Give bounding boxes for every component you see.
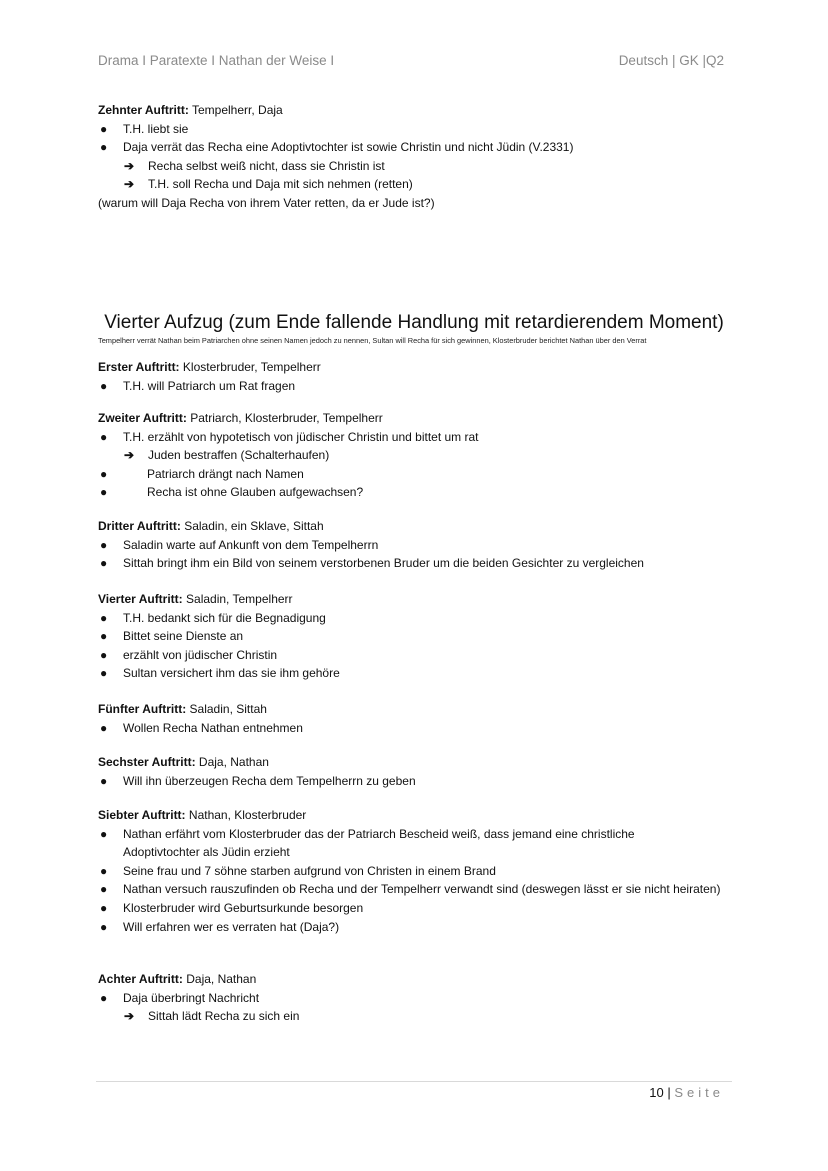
page-header	[98, 53, 724, 71]
list-item: ● Recha ist ohne Glauben aufgewachsen?	[98, 483, 738, 502]
arrow-right-icon: ➔	[124, 177, 135, 192]
bullet-icon: ●	[100, 429, 108, 444]
scene-3-section	[98, 517, 738, 573]
arrow-item: ➔ T.H. soll Recha und Daja mit sich nehmen (retten)	[98, 175, 738, 194]
scene-heading: Zweiter Auftritt: Patriarch, Klosterbruder, Tempelherr	[98, 411, 383, 425]
bullet-icon: ●	[100, 466, 108, 481]
list-item: ● Daja überbringt Nachricht	[98, 989, 738, 1008]
scene-heading: Sechster Auftritt: Daja, Nathan	[98, 755, 269, 769]
bullet-icon: ●	[100, 990, 108, 1005]
scene-1-section	[98, 358, 738, 395]
list-item: ● Wollen Recha Nathan entnehmen	[98, 719, 738, 738]
footer-page-word: Seite	[674, 1085, 724, 1100]
scene-note: (warum will Daja Recha von ihrem Vater retten, da er Jude ist?)	[98, 195, 435, 210]
list-item: ● Seine frau und 7 söhne starben aufgrund von Christen in einem Brand	[98, 862, 738, 881]
arrow-right-icon: ➔	[124, 1009, 135, 1024]
list-item: ● T.H. will Patriarch um Rat fragen	[98, 377, 738, 396]
bullet-icon: ●	[100, 900, 108, 915]
scene-heading: Vierter Auftritt: Saladin, Tempelherr	[98, 592, 293, 606]
page-number: 10	[649, 1085, 664, 1100]
arrow-right-icon: ➔	[124, 158, 135, 173]
bullet-icon: ●	[100, 556, 108, 571]
arrow-right-icon: ➔	[124, 448, 135, 463]
page-footer	[649, 1085, 724, 1100]
bullet-icon: ●	[100, 919, 108, 934]
list-item: ● erzählt von jüdischer Christin	[98, 646, 738, 665]
list-item: ● Bittet seine Dienste an	[98, 627, 738, 646]
list-item: ● T.H. liebt sie	[98, 120, 738, 139]
scene-heading: Erster Auftritt: Klosterbruder, Tempelherr	[98, 360, 321, 374]
scene-heading: Dritter Auftritt: Saladin, ein Sklave, Sittah	[98, 519, 324, 533]
bullet-icon: ●	[100, 610, 108, 625]
bullet-icon: ●	[100, 773, 108, 788]
list-item: ● Saladin warte auf Ankunft von dem Tempelherrn	[98, 536, 738, 555]
bullet-icon: ●	[100, 629, 108, 644]
scene-4-section	[98, 590, 738, 683]
bullet-icon: ●	[100, 666, 108, 681]
list-item: ● Sittah bringt ihm ein Bild von seinem verstorbenen Bruder um die beiden Gesichter zu vergleichen	[98, 554, 738, 573]
list-item: ● Daja verrät das Recha eine Adoptivtochter ist sowie Christin und nicht Jüdin (V.2331)	[98, 138, 738, 157]
scene-8-section	[98, 970, 738, 1026]
list-item: ● Nathan erfährt vom Klosterbruder das der Patriarch Bescheid weiß, dass jemand eine christliche Adoptivtochter als Jüdin erzieht	[100, 826, 635, 860]
scene-7-section	[98, 806, 738, 936]
bullet-icon: ●	[100, 882, 108, 897]
bullet-icon: ●	[100, 140, 108, 155]
bullet-icon: ●	[100, 537, 108, 552]
header-course-label: Deutsch | GK |Q2	[618, 53, 724, 68]
footer-separator: |	[667, 1085, 671, 1100]
bullet-icon: ●	[100, 485, 108, 500]
list-item: ● Nathan versuch rauszufinden ob Recha und der Tempelherr verwandt sind (deswegen lässt er sie nicht heiraten)	[98, 880, 733, 899]
arrow-item: ➔ Sittah lädt Recha zu sich ein	[98, 1007, 738, 1026]
scene-10-section	[98, 101, 738, 213]
bullet-icon: ●	[100, 720, 108, 735]
bullet-icon: ●	[100, 826, 108, 841]
list-item: ● T.H. bedankt sich für die Begnadigung	[98, 609, 738, 628]
scene-6-section	[98, 753, 738, 790]
scene-heading: Fünfter Auftritt: Saladin, Sittah	[98, 702, 267, 716]
scene-2-section	[98, 409, 738, 502]
bullet-icon: ●	[100, 121, 108, 136]
act-summary: Tempelherr verrät Nathan beim Patriarchen ohne seinen Namen jedoch zu nennen, Sultan will Recha für sich gewinnen, Klosterbruder berichtet Nathan über den Verrat	[98, 336, 647, 345]
arrow-item: ➔ Recha selbst weiß nicht, dass sie Christin ist	[98, 157, 738, 176]
scene-5-section	[98, 700, 738, 737]
bullet-icon: ●	[100, 863, 108, 878]
scene-heading: Achter Auftritt: Daja, Nathan	[98, 972, 257, 986]
list-item: ● Will erfahren wer es verraten hat (Daja?)	[98, 918, 738, 937]
list-item: ● Sultan versichert ihm das sie ihm gehöre	[98, 664, 738, 683]
bullet-icon: ●	[100, 378, 108, 393]
act-title: Vierter Aufzug (zum Ende fallende Handlung mit retardierendem Moment)	[104, 312, 724, 333]
list-item: ● Patriarch drängt nach Namen	[98, 465, 738, 484]
scene-heading: Siebter Auftritt: Nathan, Klosterbruder	[98, 808, 307, 822]
list-item: ● Klosterbruder wird Geburtsurkunde besorgen	[98, 899, 738, 918]
list-item: ● T.H. erzählt von hypotetisch von jüdischer Christin und bittet um rat	[98, 428, 738, 447]
bullet-icon: ●	[100, 647, 108, 662]
scene-heading: Zehnter Auftritt: Tempelherr, Daja	[98, 103, 283, 117]
footer-divider	[96, 1081, 732, 1082]
list-item: ● Will ihn überzeugen Recha dem Tempelherrn zu geben	[98, 772, 738, 791]
header-document-title: Drama I Paratexte I Nathan der Weise I	[98, 53, 335, 68]
arrow-item: ➔ Juden bestraffen (Schalterhaufen)	[98, 446, 738, 465]
